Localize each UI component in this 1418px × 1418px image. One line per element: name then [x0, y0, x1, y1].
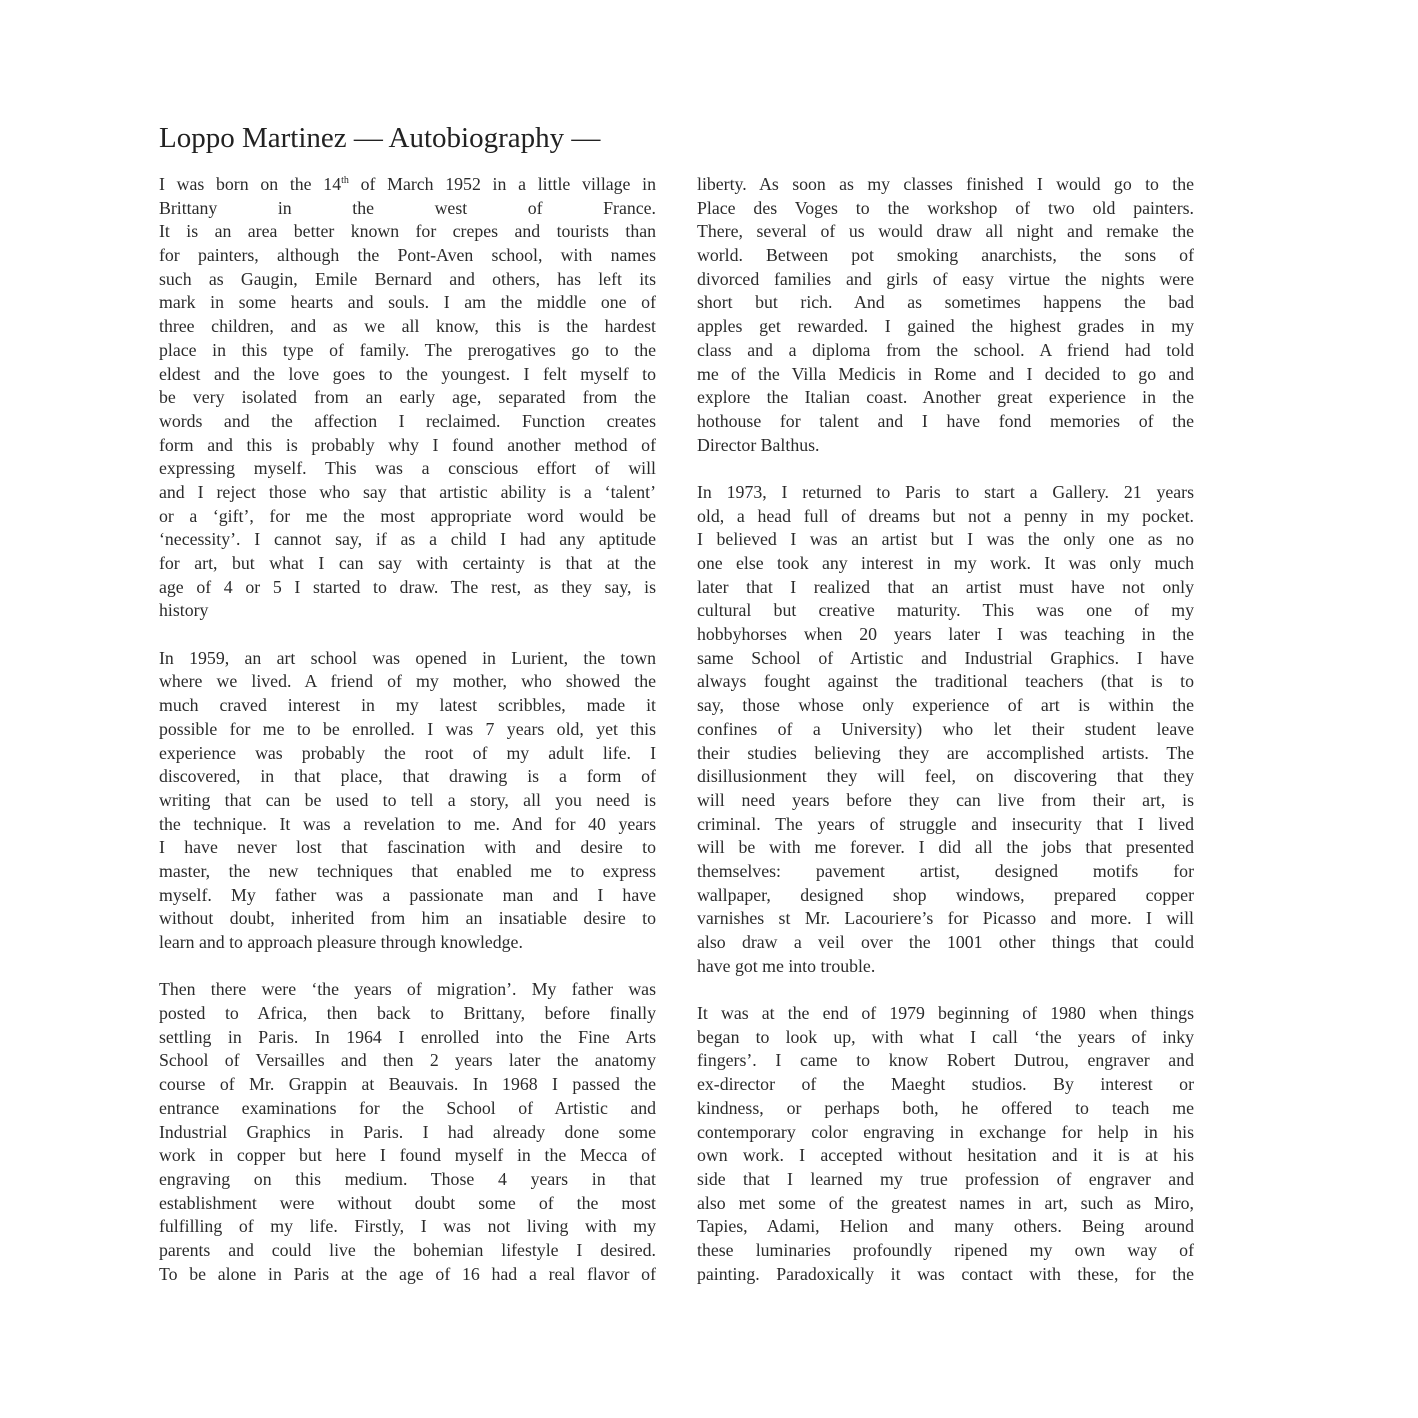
- text-line: form and this is probably why I found another method of: [159, 434, 656, 455]
- text-line: myself. My father was a passionate man and I have: [159, 884, 656, 905]
- page-title: Loppo Martinez — Autobiography —: [159, 122, 601, 154]
- text-line: writing that can be used to tell a story, all you need is: [159, 789, 656, 810]
- text-line: cultural but creative maturity. This was one of my: [697, 600, 1194, 621]
- text-line: possible for me to be enrolled. I was 7 years old, yet this: [159, 718, 656, 739]
- text-line: apples get rewarded. I gained the highest grades in my: [697, 316, 1194, 337]
- left-column: [159, 173, 656, 1286]
- text-line: fulfilling of my life. Firstly, I was not living with my: [159, 1216, 656, 1237]
- paragraph-gap: [697, 457, 1194, 481]
- text-line: School of Versailles and then 2 years later the anatomy: [159, 1050, 656, 1071]
- text-line: for art, but what I can say with certainty is that at the: [159, 553, 656, 573]
- text-line: one else took any interest in my work. It was only much: [697, 553, 1194, 573]
- text-line: To be alone in Paris at the age of 16 had a real flavor of: [159, 1263, 656, 1284]
- text-line: In 1959, an art school was opened in Lurient, the town: [159, 647, 656, 668]
- text-line: words and the affection I reclaimed. Function creates: [159, 410, 656, 431]
- text-line: I was born on the 14th of March 1952 in a little village in: [159, 174, 656, 194]
- text-line: will be with me forever. I did all the jobs that presented: [697, 837, 1194, 858]
- text-line: say, those whose only experience of art is within the: [697, 695, 1194, 716]
- text-line: establishment were without doubt some of the most: [159, 1192, 656, 1213]
- text-line: always fought against the traditional teachers (that is to: [697, 671, 1194, 692]
- text-line: old, a head full of dreams but not a penny in my pocket.: [697, 505, 1194, 526]
- text-line: painting. Paradoxically it was contact with these, for the: [697, 1263, 1194, 1284]
- text-line: Place des Voges to the workshop of two old painters.: [697, 197, 1194, 218]
- text-line: without doubt, inherited from him an insatiable desire to: [159, 908, 656, 929]
- text-line: side that I learned my true profession of engraver and: [697, 1168, 1194, 1189]
- text-line: varnishes st Mr. Lacouriere’s for Picasso and more. I will: [697, 908, 1194, 929]
- text-line: eldest and the love goes to the youngest. I felt myself to: [159, 363, 656, 384]
- text-line: themselves: pavement artist, designed motifs for: [697, 860, 1194, 881]
- text-line: Industrial Graphics in Paris. I had already done some: [159, 1121, 656, 1142]
- text-line: It is an area better known for crepes and tourists than: [159, 221, 656, 242]
- paragraph-liberty: [697, 173, 1194, 457]
- text-line: entrance examinations for the School of Artistic and: [159, 1097, 656, 1118]
- text-line: criminal. The years of struggle and insecurity that I lived: [697, 813, 1194, 834]
- text-line: Tapies, Adami, Helion and many others. Being around: [697, 1216, 1194, 1237]
- text-line: fingers’. I came to know Robert Dutrou, engraver and: [697, 1050, 1194, 1071]
- text-line: also draw a veil over the 1001 other things that could: [697, 932, 1194, 952]
- text-line: Brittany in the west of France.: [159, 197, 656, 218]
- text-line: such as Gaugin, Emile Bernard and others, has left its: [159, 268, 656, 289]
- text-line: where we lived. A friend of my mother, who showed the: [159, 671, 656, 692]
- paragraph-migration: [159, 978, 656, 1286]
- text-line: their studies believing they are accomplished artists. The: [697, 742, 1194, 763]
- text-line: hobbyhorses when 20 years later I was teaching in the: [697, 624, 1194, 645]
- text-line: parents and could live the bohemian lifestyle I desired.: [159, 1239, 656, 1260]
- text-line: these luminaries profoundly ripened my own way of: [697, 1239, 1194, 1260]
- text-line: world. Between pot smoking anarchists, the sons of: [697, 245, 1194, 266]
- text-line: same School of Artistic and Industrial Graphics. I have: [697, 647, 1194, 668]
- text-line: work in copper but here I found myself in the Mecca of: [159, 1145, 656, 1166]
- text-line: settling in Paris. In 1964 I enrolled into the Fine Arts: [159, 1026, 656, 1047]
- text-line: expressing myself. This was a conscious effort of will: [159, 458, 656, 479]
- text-line: explore the Italian coast. Another great experience in the: [697, 387, 1194, 408]
- text-line: discovered, in that place, that drawing is a form of: [159, 766, 656, 787]
- paragraph-gallery: [697, 481, 1194, 978]
- text-line: and I reject those who say that artistic ability is a ‘talent’: [159, 481, 656, 502]
- text-line: posted to Africa, then back to Brittany, before finally: [159, 1003, 656, 1024]
- text-line: I believed I was an artist but I was the only one as no: [697, 529, 1194, 550]
- text-line: ‘necessity’. I cannot say, if as a child I had any aptitude: [159, 529, 656, 550]
- text-line: three children, and as we all know, this is the hardest: [159, 316, 656, 337]
- text-line: divorced families and girls of easy virtue the nights were: [697, 268, 1194, 289]
- text-line: ex-director of the Maeght studios. By interest or: [697, 1074, 1194, 1095]
- text-line: history: [159, 600, 209, 621]
- text-line: also met some of the greatest names in art, such as Miro,: [697, 1192, 1194, 1213]
- text-line: be very isolated from an early age, separated from the: [159, 387, 656, 408]
- paragraph-gap: [159, 955, 656, 979]
- text-line: mark in some hearts and souls. I am the middle one of: [159, 292, 656, 313]
- paragraph-gap: [159, 623, 656, 647]
- text-line: for painters, although the Pont-Aven school, with names: [159, 245, 656, 266]
- text-line: There, several of us would draw all night and remake the: [697, 221, 1194, 242]
- text-line: have got me into trouble.: [697, 955, 876, 976]
- text-line: hothouse for talent and I have fond memories of the: [697, 410, 1194, 431]
- text-line: engraving on this medium. Those 4 years in that: [159, 1168, 656, 1189]
- text-line: Then there were ‘the years of migration’. My father was: [159, 979, 656, 1000]
- text-line: age of 4 or 5 I started to draw. The rest, as they say, is: [159, 576, 656, 597]
- text-line: own work. I accepted without hesitation and it is at his: [697, 1145, 1194, 1166]
- text-line: class and a diploma from the school. A friend had told: [697, 339, 1194, 360]
- text-line: learn and to approach pleasure through knowledge.: [159, 932, 523, 952]
- paragraph-gap: [697, 978, 1194, 1002]
- text-line: I have never lost that fascination with and desire to: [159, 837, 656, 858]
- right-column: [697, 173, 1194, 1286]
- text-line: me of the Villa Medicis in Rome and I decided to go and: [697, 363, 1194, 384]
- text-line: wallpaper, designed shop windows, prepared copper: [697, 884, 1194, 905]
- text-line: place in this type of family. The prerogatives go to the: [159, 339, 656, 360]
- text-line: much craved interest in my latest scribbles, made it: [159, 695, 656, 716]
- text-line: It was at the end of 1979 beginning of 1980 when things: [697, 1003, 1194, 1024]
- text-line: kindness, or perhaps both, he offered to teach me: [697, 1097, 1194, 1118]
- paragraph-inky-fingers: [697, 1002, 1194, 1286]
- paragraph-childhood: [159, 220, 656, 623]
- text-line: contemporary color engraving in exchange for help in his: [697, 1121, 1194, 1142]
- text-line: disillusionment they will feel, on discovering that they: [697, 766, 1194, 787]
- text-line: or a ‘gift’, for me the most appropriate word would be: [159, 505, 656, 526]
- text-line: later that I realized that an artist must have not only: [697, 576, 1194, 597]
- text-line: course of Mr. Grappin at Beauvais. In 1968 I passed the: [159, 1074, 656, 1095]
- paragraph-art-school: [159, 647, 656, 955]
- text-line: master, the new techniques that enabled me to express: [159, 860, 656, 881]
- text-line: In 1973, I returned to Paris to start a Gallery. 21 years: [697, 481, 1194, 502]
- text-line: liberty. As soon as my classes finished I would go to the: [697, 174, 1194, 194]
- text-line: began to look up, with what I call ‘the years of inky: [697, 1026, 1194, 1047]
- text-line: experience was probably the root of my adult life. I: [159, 742, 656, 763]
- text-line: Director Balthus.: [697, 434, 820, 455]
- text-line: the technique. It was a revelation to me. And for 40 years: [159, 813, 656, 834]
- paragraph-birth: [159, 173, 656, 220]
- text-line: will need years before they can live from their art, is: [697, 789, 1194, 810]
- text-line: confines of a University) who let their student leave: [697, 718, 1194, 739]
- text-line: short but rich. And as sometimes happens the bad: [697, 292, 1194, 313]
